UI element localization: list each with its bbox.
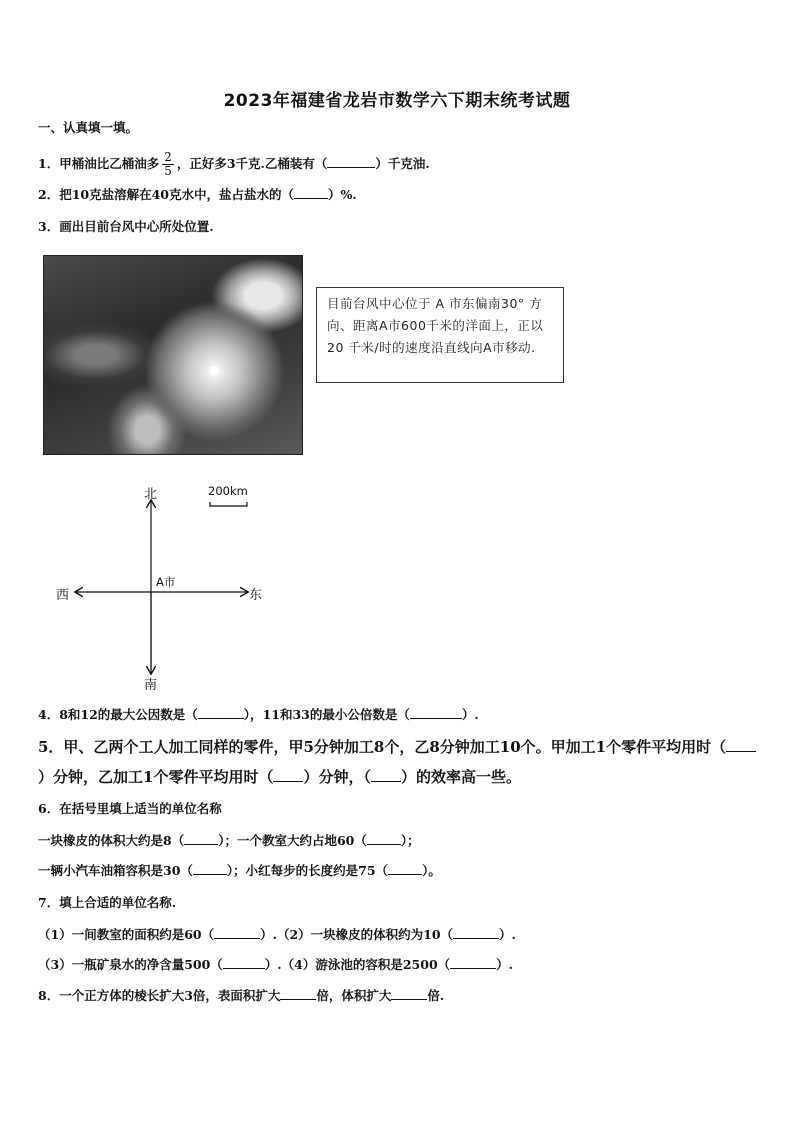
q1-text-c: ）千克油. bbox=[375, 156, 430, 171]
q6-text: 一辆小汽车油箱容积是30（ bbox=[38, 863, 193, 878]
q6-text: ）；小红每步的长度约是75（ bbox=[226, 863, 389, 878]
q4-text-a: 4．8和12的最大公因数是（ bbox=[38, 707, 198, 722]
question-1 bbox=[38, 151, 430, 178]
question-7-line-1 bbox=[38, 927, 516, 943]
question-7-line-2 bbox=[38, 957, 513, 973]
fraction bbox=[162, 151, 174, 178]
east-label: 东 bbox=[249, 588, 263, 603]
answer-blank[interactable] bbox=[198, 707, 244, 719]
answer-blank[interactable] bbox=[273, 770, 303, 782]
answer-blank[interactable] bbox=[410, 707, 462, 719]
answer-blank[interactable] bbox=[294, 187, 328, 199]
q7-text: ）. bbox=[499, 927, 516, 942]
answer-blank[interactable] bbox=[391, 988, 427, 1000]
q5-text-b: ）分钟，乙加工1个零件平均用时（ bbox=[38, 768, 274, 786]
question-8 bbox=[38, 988, 444, 1004]
question-7: 7．填上合适的单位名称. bbox=[38, 895, 177, 910]
answer-blank[interactable] bbox=[453, 927, 499, 939]
q7-text: （1）一间教室的面积约是60（ bbox=[38, 927, 215, 942]
q4-text-c: ）. bbox=[461, 707, 479, 722]
q4-text-b: ），11和33的最小公倍数是（ bbox=[243, 707, 410, 722]
answer-blank[interactable] bbox=[280, 988, 316, 1000]
fraction-denominator: 5 bbox=[164, 164, 172, 178]
question-6: 6．在括号里填上适当的单位名称 bbox=[38, 801, 222, 816]
q8-text-c: 倍. bbox=[427, 988, 445, 1003]
q7-text: ）. bbox=[496, 957, 513, 972]
answer-blank[interactable] bbox=[223, 957, 265, 969]
answer-blank[interactable] bbox=[367, 833, 401, 845]
scale-label: 200km bbox=[208, 484, 248, 498]
q2-text-b: ）%. bbox=[328, 187, 357, 202]
q6-text: ）。 bbox=[422, 863, 441, 878]
typhoon-info-box: 目前台风中心位于 A 市东偏南30° 方向、距离A市600千米的洋面上，正以 20 千米/时的速度沿直线向A市移动. bbox=[316, 287, 564, 383]
q7-text: （3）一瓶矿泉水的净含量500（ bbox=[38, 957, 223, 972]
answer-blank[interactable] bbox=[184, 833, 218, 845]
north-label: 北 bbox=[144, 487, 158, 502]
q6-text: ）；一个教室大约占地60（ bbox=[218, 833, 367, 848]
question-2 bbox=[38, 187, 357, 203]
q8-text-b: 倍，体积扩大 bbox=[316, 988, 392, 1003]
q5-text-a: 5．甲、乙两个工人加工同样的零件，甲5分钟加工8个，乙8分钟加工10个。甲加工1个零件平均用时（ bbox=[38, 738, 727, 756]
section-heading: 一、认真填一填。 bbox=[38, 120, 139, 135]
question-3: 3．画出目前台风中心所处位置. bbox=[38, 219, 214, 234]
typhoon-satellite-image bbox=[43, 255, 303, 455]
direction-diagram bbox=[40, 475, 280, 695]
q2-text-a: 2．把10克盐溶解在40克水中，盐占盐水的（ bbox=[38, 187, 294, 202]
answer-blank[interactable] bbox=[388, 863, 422, 875]
q5-text-c: ）分钟，（ bbox=[303, 768, 371, 786]
answer-blank[interactable] bbox=[726, 740, 756, 752]
answer-blank[interactable] bbox=[214, 927, 260, 939]
city-a-label: A市 bbox=[156, 575, 176, 589]
q6-text: ）； bbox=[400, 833, 420, 848]
question-6-line-1 bbox=[38, 833, 420, 849]
answer-blank[interactable] bbox=[193, 863, 227, 875]
fraction-numerator: 2 bbox=[164, 150, 172, 164]
answer-blank[interactable] bbox=[371, 770, 401, 782]
q5-text-d: ）的效率高一些。 bbox=[400, 768, 521, 786]
q6-text: 一块橡皮的体积大约是8（ bbox=[38, 833, 185, 848]
scale-bar bbox=[210, 502, 247, 506]
q1-text-a: 1．甲桶油比乙桶油多 bbox=[38, 156, 160, 171]
q7-text: ）.（4）游泳池的容积是2500（ bbox=[264, 957, 451, 972]
question-5 bbox=[38, 732, 762, 792]
south-label: 南 bbox=[144, 678, 158, 693]
west-label: 西 bbox=[56, 588, 70, 603]
q7-text: ）.（2）一块橡皮的体积约为10（ bbox=[260, 927, 454, 942]
answer-blank[interactable] bbox=[450, 957, 496, 969]
q8-text-a: 8．一个正方体的棱长扩大3倍，表面积扩大 bbox=[38, 988, 281, 1003]
question-6-line-2 bbox=[38, 863, 441, 879]
page-title: 2023年福建省龙岩市数学六下期末统考试题 bbox=[223, 91, 571, 111]
question-4 bbox=[38, 707, 479, 723]
q1-text-b: ，正好多3千克.乙桶装有（ bbox=[176, 156, 328, 171]
answer-blank[interactable] bbox=[327, 156, 375, 168]
